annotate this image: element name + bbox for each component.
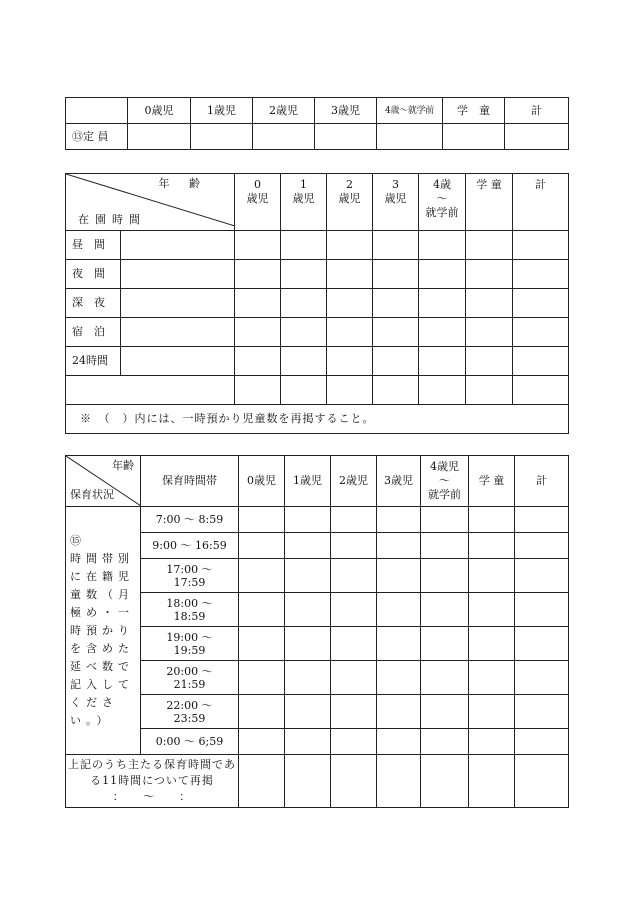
age-label: 年 齢 <box>158 177 208 190</box>
input-cell[interactable] <box>469 507 515 533</box>
input-cell[interactable] <box>281 347 327 376</box>
input-cell[interactable] <box>469 593 515 627</box>
input-cell[interactable] <box>505 124 569 150</box>
input-cell[interactable] <box>419 260 466 289</box>
header-cell: 計 <box>513 174 569 231</box>
table-row <box>66 318 569 347</box>
header-cell: 学 童 <box>443 98 505 124</box>
table-row <box>66 231 569 260</box>
input-cell[interactable] <box>377 507 421 533</box>
note-row <box>66 405 569 434</box>
input-cell[interactable] <box>253 124 315 150</box>
input-cell[interactable] <box>419 231 466 260</box>
input-cell[interactable] <box>515 627 569 661</box>
input-cell[interactable] <box>285 627 331 661</box>
input-cell[interactable] <box>235 347 281 376</box>
input-cell[interactable] <box>421 695 469 729</box>
input-cell[interactable] <box>513 260 569 289</box>
input-cell[interactable] <box>373 347 419 376</box>
row-label: 昼 間 <box>66 231 121 260</box>
table-header-row <box>66 174 569 231</box>
input-cell[interactable] <box>235 260 281 289</box>
input-cell[interactable] <box>331 729 377 755</box>
input-cell[interactable] <box>466 289 513 318</box>
time-slot: 20:00 ～ 21:59 <box>141 661 239 695</box>
input-cell[interactable] <box>327 289 373 318</box>
input-cell[interactable] <box>421 559 469 593</box>
input-cell[interactable] <box>421 507 469 533</box>
attendance-time-table <box>65 173 569 434</box>
input-cell[interactable] <box>377 593 421 627</box>
input-cell[interactable] <box>121 347 235 376</box>
header-cell: 3 歳児 <box>373 174 419 231</box>
header-cell: 3歳児 <box>315 98 377 124</box>
input-cell[interactable] <box>285 533 331 559</box>
input-cell[interactable] <box>331 507 377 533</box>
header-cell: 0 歳児 <box>235 174 281 231</box>
header-cell: 2歳児 <box>331 456 377 507</box>
table-row <box>66 729 569 755</box>
input-cell[interactable] <box>377 695 421 729</box>
table-row <box>66 593 569 627</box>
input-cell[interactable] <box>377 533 421 559</box>
input-cell[interactable] <box>419 289 466 318</box>
input-cell[interactable] <box>327 347 373 376</box>
input-cell[interactable] <box>513 347 569 376</box>
input-cell[interactable] <box>285 507 331 533</box>
input-cell[interactable] <box>515 661 569 695</box>
input-cell[interactable] <box>466 231 513 260</box>
input-cell[interactable] <box>469 695 515 729</box>
input-cell[interactable] <box>421 729 469 755</box>
input-cell[interactable] <box>121 260 235 289</box>
input-cell[interactable] <box>513 318 569 347</box>
input-cell[interactable] <box>373 260 419 289</box>
input-cell[interactable] <box>515 593 569 627</box>
capacity-table <box>65 97 569 150</box>
input-cell[interactable] <box>377 661 421 695</box>
input-cell[interactable] <box>281 260 327 289</box>
input-cell[interactable] <box>331 661 377 695</box>
header-cell: 4歳～就学前 <box>377 98 443 124</box>
input-cell[interactable] <box>239 729 285 755</box>
row-label: 夜 間 <box>66 260 121 289</box>
input-cell[interactable] <box>421 627 469 661</box>
input-cell[interactable] <box>285 661 331 695</box>
header-cell: 2歳児 <box>253 98 315 124</box>
input-cell[interactable] <box>235 318 281 347</box>
time-slot: 0:00 ～ 6;59 <box>141 729 239 755</box>
input-cell[interactable] <box>239 559 285 593</box>
time-slot: 17:00 ～ 17:59 <box>141 559 239 593</box>
input-cell[interactable] <box>235 376 281 405</box>
input-cell[interactable] <box>513 231 569 260</box>
attendance-time-label: 在園時間 <box>78 213 146 226</box>
input-cell[interactable] <box>373 231 419 260</box>
header-cell: 3歳児 <box>377 456 421 507</box>
table-row <box>66 260 569 289</box>
input-cell[interactable] <box>239 661 285 695</box>
input-cell[interactable] <box>377 755 421 808</box>
age-label: 年齢 <box>112 459 134 472</box>
input-cell[interactable] <box>419 318 466 347</box>
time-slot: 7:00 ～ 8:59 <box>141 507 239 533</box>
input-cell[interactable] <box>421 593 469 627</box>
input-cell[interactable] <box>515 559 569 593</box>
input-cell[interactable] <box>377 729 421 755</box>
table-row <box>66 627 569 661</box>
input-cell[interactable] <box>331 695 377 729</box>
input-cell[interactable] <box>239 755 285 808</box>
input-cell[interactable] <box>469 559 515 593</box>
header-cell: 4歳 ～ 就学前 <box>419 174 466 231</box>
input-cell[interactable] <box>421 755 469 808</box>
table-row <box>66 755 569 808</box>
input-cell[interactable] <box>466 318 513 347</box>
input-cell[interactable] <box>515 507 569 533</box>
input-cell[interactable] <box>239 627 285 661</box>
input-cell[interactable] <box>443 124 505 150</box>
header-cell: 2 歳児 <box>327 174 373 231</box>
input-cell[interactable] <box>421 533 469 559</box>
table-row <box>66 376 569 405</box>
input-cell[interactable] <box>377 559 421 593</box>
input-cell[interactable] <box>285 729 331 755</box>
time-slot-side-label: ⑮ 時間帯別に在籍児童数（月極め・一時預かりを含めた延べ数で記入してください。） <box>66 507 141 755</box>
input-cell[interactable] <box>469 533 515 559</box>
input-cell[interactable] <box>191 124 253 150</box>
header-cell: 1歳児 <box>191 98 253 124</box>
input-cell[interactable] <box>469 661 515 695</box>
input-cell[interactable] <box>315 124 377 150</box>
input-cell[interactable] <box>281 289 327 318</box>
header-cell: 1 歳児 <box>281 174 327 231</box>
header-cell: 学 童 <box>466 174 513 231</box>
time-header: 保育時間帯 <box>141 456 239 507</box>
row-label: 24時間 <box>66 347 121 376</box>
input-cell[interactable] <box>239 507 285 533</box>
input-cell[interactable] <box>469 755 515 808</box>
input-cell[interactable] <box>513 376 569 405</box>
input-cell[interactable] <box>515 755 569 808</box>
input-cell[interactable] <box>285 559 331 593</box>
input-cell[interactable] <box>515 695 569 729</box>
input-cell[interactable] <box>121 289 235 318</box>
time-slot: 22:00 ～ 23:59 <box>141 695 239 729</box>
input-cell[interactable] <box>235 289 281 318</box>
table-row <box>66 347 569 376</box>
header-cell: 0歳児 <box>239 456 285 507</box>
table-row <box>66 289 569 318</box>
input-cell[interactable] <box>281 376 327 405</box>
note-text: ※ （ ）内には、一時預かり児童数を再掲すること。 <box>66 405 569 434</box>
row-label-capacity: ⑬定 員 <box>66 124 128 150</box>
table-row <box>66 507 569 533</box>
header-cell: 計 <box>515 456 569 507</box>
input-cell[interactable] <box>421 661 469 695</box>
diagonal-header <box>66 456 141 507</box>
input-cell[interactable] <box>128 124 191 150</box>
row-label: 深 夜 <box>66 289 121 318</box>
input-cell[interactable] <box>515 533 569 559</box>
input-cell[interactable] <box>121 231 235 260</box>
input-cell[interactable] <box>466 260 513 289</box>
time-slot: 18:00 ～ 18:59 <box>141 593 239 627</box>
input-cell[interactable] <box>419 376 466 405</box>
time-slot-table <box>65 455 569 808</box>
input-cell[interactable] <box>239 695 285 729</box>
input-cell[interactable] <box>373 318 419 347</box>
input-cell[interactable] <box>377 124 443 150</box>
input-cell[interactable] <box>515 729 569 755</box>
input-cell[interactable] <box>331 593 377 627</box>
input-cell[interactable] <box>281 231 327 260</box>
input-cell[interactable] <box>373 376 419 405</box>
input-cell[interactable] <box>466 347 513 376</box>
input-cell[interactable] <box>469 729 515 755</box>
time-slot: 19:00 ～ 19:59 <box>141 627 239 661</box>
care-status-label: 保育状況 <box>70 488 114 501</box>
header-cell: 計 <box>505 98 569 124</box>
input-cell[interactable] <box>285 755 331 808</box>
input-cell[interactable] <box>466 376 513 405</box>
header-cell: 学 童 <box>469 456 515 507</box>
header-cell: 0歳児 <box>128 98 191 124</box>
input-cell[interactable] <box>331 627 377 661</box>
input-cell[interactable] <box>239 593 285 627</box>
input-cell[interactable] <box>331 755 377 808</box>
table-row <box>66 98 569 124</box>
input-cell[interactable] <box>327 260 373 289</box>
header-cell: 4歳児 ～ 就学前 <box>421 456 469 507</box>
input-cell[interactable] <box>327 318 373 347</box>
input-cell[interactable] <box>285 695 331 729</box>
input-cell[interactable] <box>239 533 285 559</box>
input-cell[interactable] <box>235 231 281 260</box>
input-cell[interactable] <box>419 347 466 376</box>
input-cell[interactable] <box>327 376 373 405</box>
input-cell[interactable] <box>373 289 419 318</box>
input-cell[interactable] <box>121 318 235 347</box>
input-cell[interactable] <box>281 318 327 347</box>
input-cell[interactable] <box>377 627 421 661</box>
diagonal-header <box>66 174 235 231</box>
table-row <box>66 559 569 593</box>
input-cell[interactable] <box>513 289 569 318</box>
input-cell[interactable] <box>469 627 515 661</box>
row-label <box>66 376 235 405</box>
table-row <box>66 533 569 559</box>
input-cell[interactable] <box>331 533 377 559</box>
main-hours-restatement-label: 上記のうち主たる保育時間である11時間について再掲 ： ～ ： <box>66 755 239 808</box>
input-cell[interactable] <box>327 231 373 260</box>
table-row <box>66 661 569 695</box>
time-slot: 9:00 ～ 16:59 <box>141 533 239 559</box>
input-cell[interactable] <box>285 593 331 627</box>
header-cell <box>66 98 128 124</box>
table-row <box>66 695 569 729</box>
row-label: 宿 泊 <box>66 318 121 347</box>
table-row <box>66 124 569 150</box>
header-cell: 1歳児 <box>285 456 331 507</box>
input-cell[interactable] <box>331 559 377 593</box>
table-header-row <box>66 456 569 507</box>
